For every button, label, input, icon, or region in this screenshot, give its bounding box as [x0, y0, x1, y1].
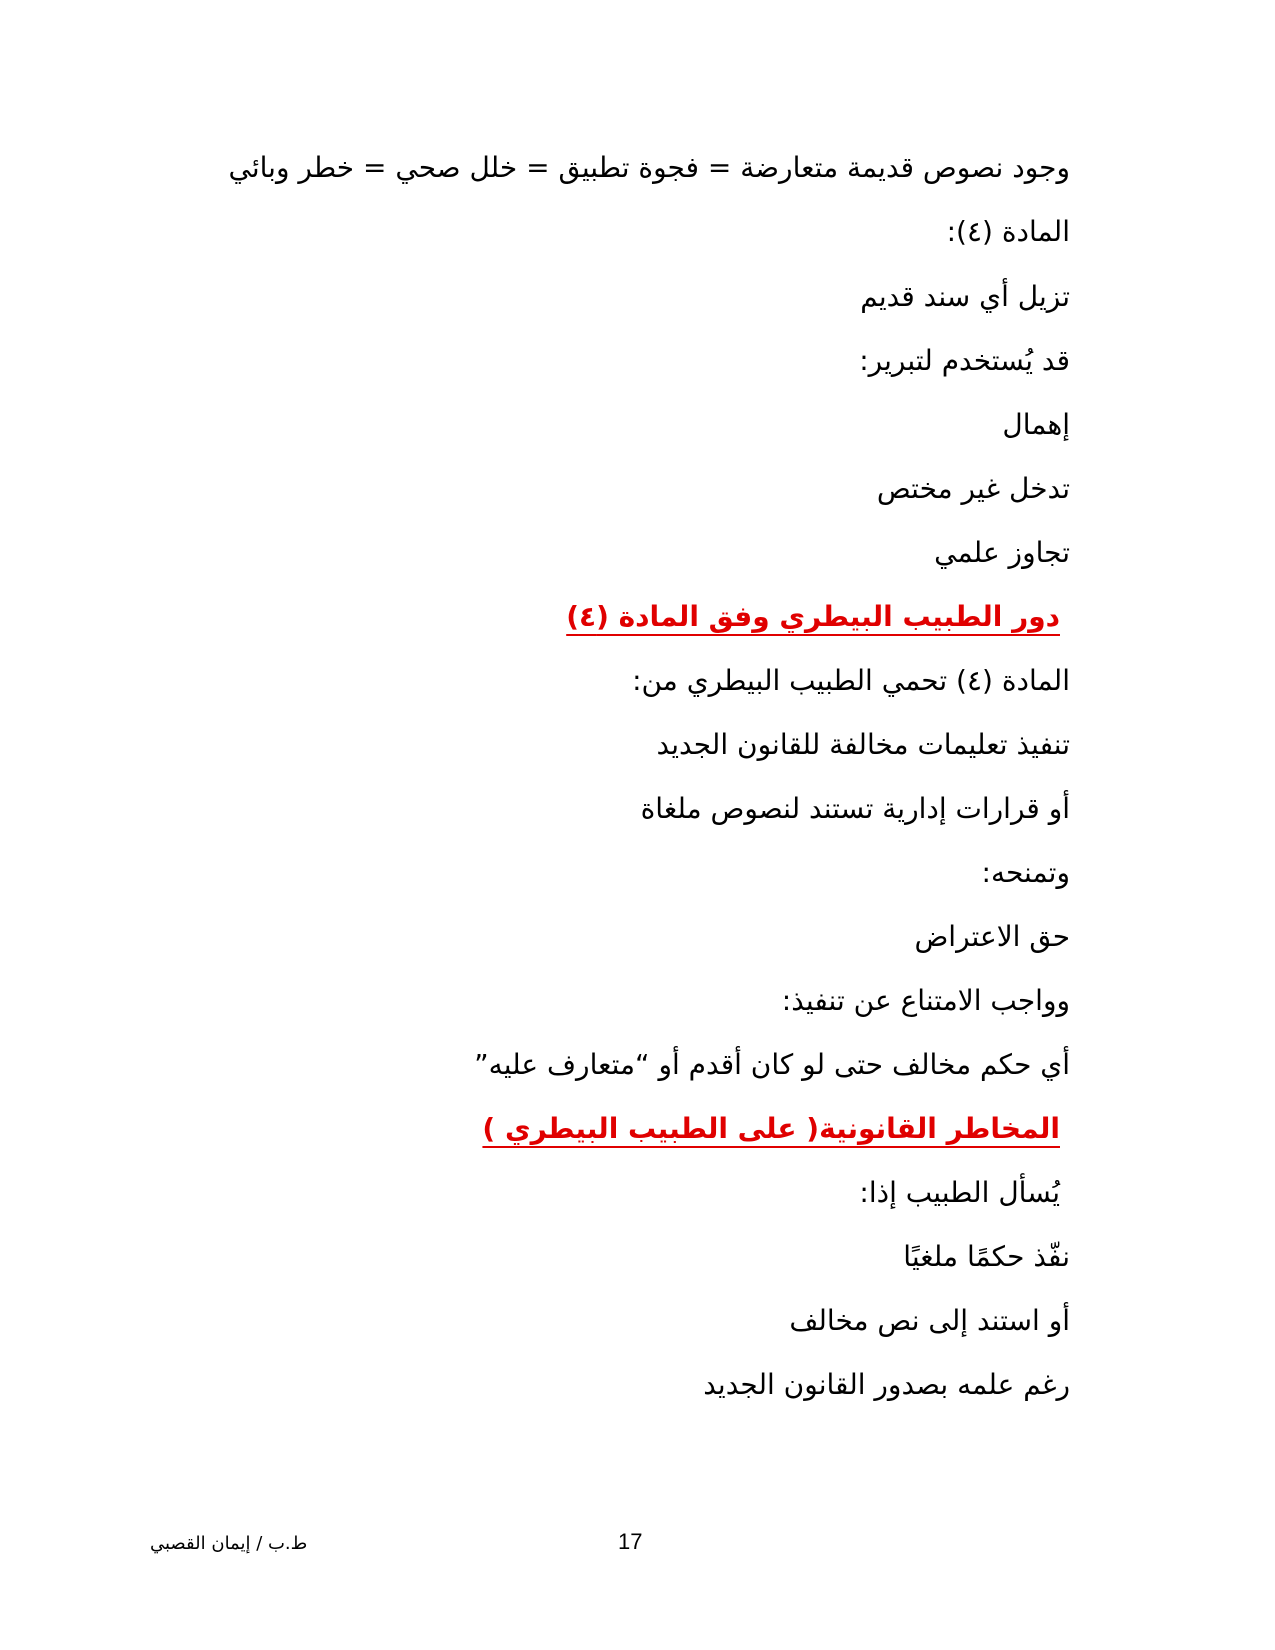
- section-heading: المخاطر القانونية( على الطبيب البيطري ): [482, 1112, 1060, 1145]
- text-line: أو قرارات إدارية تستند لنصوص ملغاة: [640, 792, 1070, 825]
- text-line: أو استند إلى نص مخالف: [789, 1304, 1070, 1337]
- text-line: تنفيذ تعليمات مخالفة للقانون الجديد: [656, 728, 1070, 761]
- footer-author: ط.ب / إيمان القصبي: [150, 1533, 308, 1554]
- text-line: قد يُستخدم لتبرير:: [859, 344, 1070, 377]
- section-heading: دور الطبيب البيطري وفق المادة (٤): [566, 600, 1060, 633]
- text-line: نفّذ حكمًا ملغيًا: [903, 1240, 1070, 1273]
- text-line: المادة (٤):: [946, 215, 1070, 248]
- text-line: تدخل غير مختص: [876, 472, 1070, 505]
- text-line: إهمال: [1002, 408, 1070, 441]
- text-line: حق الاعتراض: [914, 920, 1070, 953]
- page-number: 17: [618, 1529, 643, 1554]
- text-line: تزيل أي سند قديم: [860, 280, 1070, 313]
- text-line: المادة (٤) تحمي الطبيب البيطري من:: [632, 664, 1070, 697]
- text-line: وجود نصوص قديمة متعارضة = فجوة تطبيق = خلل صحي = خطر وبائي: [228, 151, 1070, 184]
- text-line: وتمنحه:: [981, 856, 1070, 889]
- text-line: أي حكم مخالف حتى لو كان أقدم أو “متعارف عليه”: [474, 1048, 1070, 1081]
- text-line: يُسأل الطبيب إذا:: [859, 1176, 1060, 1209]
- text-line: تجاوز علمي: [934, 536, 1070, 569]
- text-line: رغم علمه بصدور القانون الجديد: [703, 1368, 1070, 1401]
- text-line: وواجب الامتناع عن تنفيذ:: [781, 984, 1070, 1017]
